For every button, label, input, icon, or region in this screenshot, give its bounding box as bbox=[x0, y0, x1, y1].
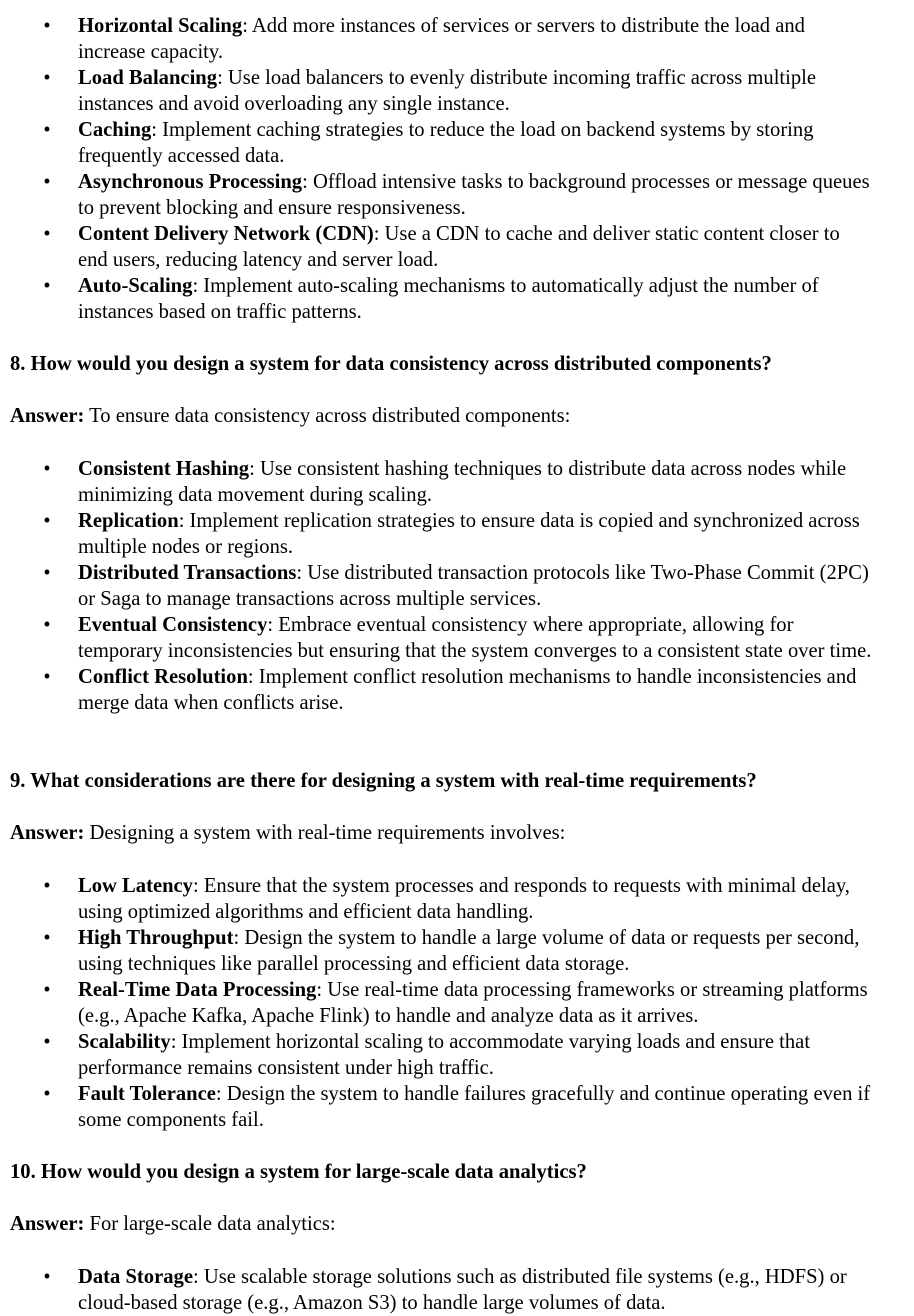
question-8-answer: Answer: To ensure data consistency across distributed components: bbox=[10, 405, 571, 427]
bullet-icon: • bbox=[43, 666, 51, 688]
list-item: • Caching: Implement caching strategies to reduce the load on backend systems by storing frequently accessed data. bbox=[0, 117, 914, 169]
bullet-icon: • bbox=[43, 614, 51, 636]
list-item: • Real-Time Data Processing: Use real-time data processing frameworks or streaming platforms (e.g., Apache Kafka, Apache Flink) to handle and analyze data as it arrives. bbox=[0, 977, 914, 1029]
list-item: • Horizontal Scaling: Add more instances of services or servers to distribute the load and increase capacity. bbox=[0, 13, 914, 65]
bullet-icon: • bbox=[43, 15, 51, 37]
bullet-icon: • bbox=[43, 979, 51, 1001]
question-10-heading: 10. How would you design a system for large-scale data analytics? bbox=[10, 1161, 587, 1183]
list-item: • Data Storage: Use scalable storage solutions such as distributed file systems (e.g., HDFS) or cloud-based storage (e.g., Amazon S3) to handle large volumes of data. bbox=[0, 1264, 914, 1316]
list-item: • Asynchronous Processing: Offload intensive tasks to background processes or message queues to prevent blocking and ensure responsiveness. bbox=[0, 169, 914, 221]
consistency-list bbox=[0, 456, 914, 716]
question-9-heading: 9. What considerations are there for designing a system with real-time requirements? bbox=[10, 770, 757, 792]
list-item: • Distributed Transactions: Use distributed transaction protocols like Two-Phase Commit (2PC) or Saga to manage transactions across multiple services. bbox=[0, 560, 914, 612]
bullet-icon: • bbox=[43, 458, 51, 480]
list-item: • Conflict Resolution: Implement conflict resolution mechanisms to handle inconsistencies and merge data when conflicts arise. bbox=[0, 664, 914, 716]
bullet-icon: • bbox=[43, 1083, 51, 1105]
list-item: • Fault Tolerance: Design the system to handle failures gracefully and continue operating even if some components fail. bbox=[0, 1081, 914, 1133]
realtime-list bbox=[0, 873, 914, 1133]
question-10-answer: Answer: For large-scale data analytics: bbox=[10, 1213, 336, 1235]
list-item: • Consistent Hashing: Use consistent hashing techniques to distribute data across nodes while minimizing data movement during scaling. bbox=[0, 456, 914, 508]
list-item: • Auto-Scaling: Implement auto-scaling mechanisms to automatically adjust the number of instances based on traffic patterns. bbox=[0, 273, 914, 325]
bullet-icon: • bbox=[43, 875, 51, 897]
list-item: • Content Delivery Network (CDN): Use a CDN to cache and deliver static content closer to end users, reducing latency and server load. bbox=[0, 221, 914, 273]
list-item: • Load Balancing: Use load balancers to evenly distribute incoming traffic across multiple instances and avoid overloading any single instance. bbox=[0, 65, 914, 117]
list-item: • Low Latency: Ensure that the system processes and responds to requests with minimal delay, using optimized algorithms and efficient data handling. bbox=[0, 873, 914, 925]
list-item: • Replication: Implement replication strategies to ensure data is copied and synchronized across multiple nodes or regions. bbox=[0, 508, 914, 560]
question-8-heading: 8. How would you design a system for data consistency across distributed components? bbox=[10, 353, 772, 375]
list-item: • Scalability: Implement horizontal scaling to accommodate varying loads and ensure that performance remains consistent under high traffic. bbox=[0, 1029, 914, 1081]
bullet-icon: • bbox=[43, 1031, 51, 1053]
bullet-icon: • bbox=[43, 223, 51, 245]
bullet-icon: • bbox=[43, 510, 51, 532]
analytics-list bbox=[0, 1264, 914, 1316]
list-item: • High Throughput: Design the system to handle a large volume of data or requests per second, using techniques like parallel processing and efficient data storage. bbox=[0, 925, 914, 977]
bullet-icon: • bbox=[43, 927, 51, 949]
bullet-icon: • bbox=[43, 119, 51, 141]
bullet-icon: • bbox=[43, 562, 51, 584]
bullet-icon: • bbox=[43, 275, 51, 297]
question-9-answer: Answer: Designing a system with real-time requirements involves: bbox=[10, 822, 566, 844]
bullet-icon: • bbox=[43, 1266, 51, 1288]
bullet-icon: • bbox=[43, 171, 51, 193]
list-item: • Eventual Consistency: Embrace eventual consistency where appropriate, allowing for temporary inconsistencies but ensuring that the system converges to a consistent state over time. bbox=[0, 612, 914, 664]
scaling-strategies-list bbox=[0, 13, 914, 325]
bullet-icon: • bbox=[43, 67, 51, 89]
